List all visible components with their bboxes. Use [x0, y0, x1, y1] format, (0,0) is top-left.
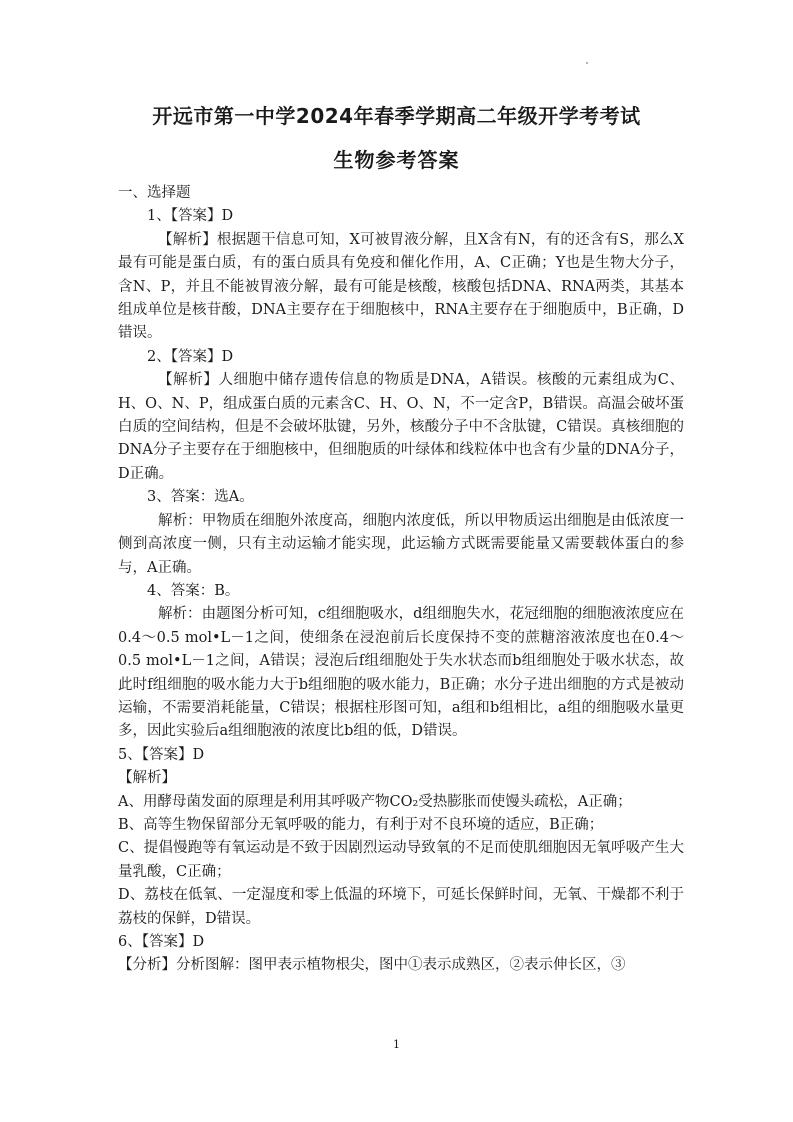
item-5-answer: 5、【答案】D: [118, 746, 205, 763]
page-number: 1: [393, 1038, 400, 1051]
section-heading: 一、选择题: [118, 185, 191, 201]
item-5-line-d: D、荔枝在低氧、一定湿度和零上低温的环境下，可延长保鲜时间，无氧、干燥都不利于荔枝的保鲜，D错误。: [118, 887, 684, 927]
item-4-explanation: 解析：由题图分析可知，c组细胞吸水，d组细胞失水，花冠细胞的细胞液浓度应在0.4～0.5 mol•L－1之间，使细条在浸泡前后长度保持不变的蔗糖溶液浓度也在0.4～0.5 mol•L－1之间，A错误；浸泡后f组细胞处于失水状态而b组细胞处于吸水状态，故此时f组细胞的吸水能力大于b组细胞的吸水能力，B正确；水分子进出细胞的方式是被动运输，不需要消耗能量，C错误；根据柱形图可知，a组和b组相比，a组的细胞吸水量更多，因此实验后a组细胞液的浓度比b组的低，D错误。: [118, 606, 684, 740]
answer-body: [118, 182, 684, 978]
item-3-explanation: 解析：甲物质在细胞外浓度高，细胞内浓度低，所以甲物质运出细胞是由低浓度一侧到高浓度一侧，只有主动运输才能实现，此运输方式既需要能量又需要载体蛋白的参与，A正确。: [118, 512, 684, 576]
page-title: 开远市第一中学2024年春季学期高二年级开学考考试: [152, 104, 641, 128]
item-5-line-c: C、提倡慢跑等有氧运动是不致于因剧烈运动导致氧的不足而使肌细胞因无氧呼吸产生大量乳酸，C正确；: [118, 840, 684, 880]
item-5-label: 【解析】: [118, 770, 176, 787]
item-6-answer: 6、【答案】D: [118, 934, 205, 950]
page-subtitle: 生物参考答案: [333, 148, 460, 172]
item-3-answer: 3、答案：选A。: [147, 489, 254, 506]
item-4-answer: 4、答案：B。: [147, 582, 240, 599]
item-2-answer: 2、【答案】D: [147, 348, 234, 365]
item-1-explanation: 【解析】根据题干信息可知，X可被胃液分解，且X含有N，有的还含有S，那么X最有可能是蛋白质，有的蛋白质具有免疫和催化作用，A、C正确；Y也是生物大分子，含N、P，并且不能被胃液分解，最有可能是核酸，核酸包括DNA、RNA两类，其基本组成单位是核苷酸，DNA主要存在于细胞核中，RNA主要存在于细胞质中，B正确，D错误。: [118, 231, 684, 342]
item-1-answer: 1、【答案】D: [147, 208, 234, 225]
item-6-analysis: 【分析】分析图解：图甲表示植物根尖，图中①表示成熟区，②表示伸长区，③: [118, 957, 626, 974]
item-2-explanation: 【解析】人细胞中储存遗传信息的物质是DNA，A错误。核酸的元素组成为C、H、O、N、P，组成蛋白质的元素含C、H、O、N，不一定含P，B错误。高温会破坏蛋白质的空间结构，但是不会破坏肽键，另外，核酸分子中不含肽键，C错误。真核细胞的DNA分子主要存在于细胞核中，但细胞质的叶绿体和线粒体中也含有少量的DNA分子，D正确。: [118, 372, 684, 482]
scan-mark: [586, 62, 588, 64]
item-5-line-b: B、高等生物保留部分无氧呼吸的能力，有利于对不良环境的适应，B正确；: [118, 816, 604, 833]
item-5-line-a: A、用酵母菌发面的原理是利用其呼吸产物CO₂受热膨胀而使馒头疏松，A正确；: [118, 793, 632, 810]
